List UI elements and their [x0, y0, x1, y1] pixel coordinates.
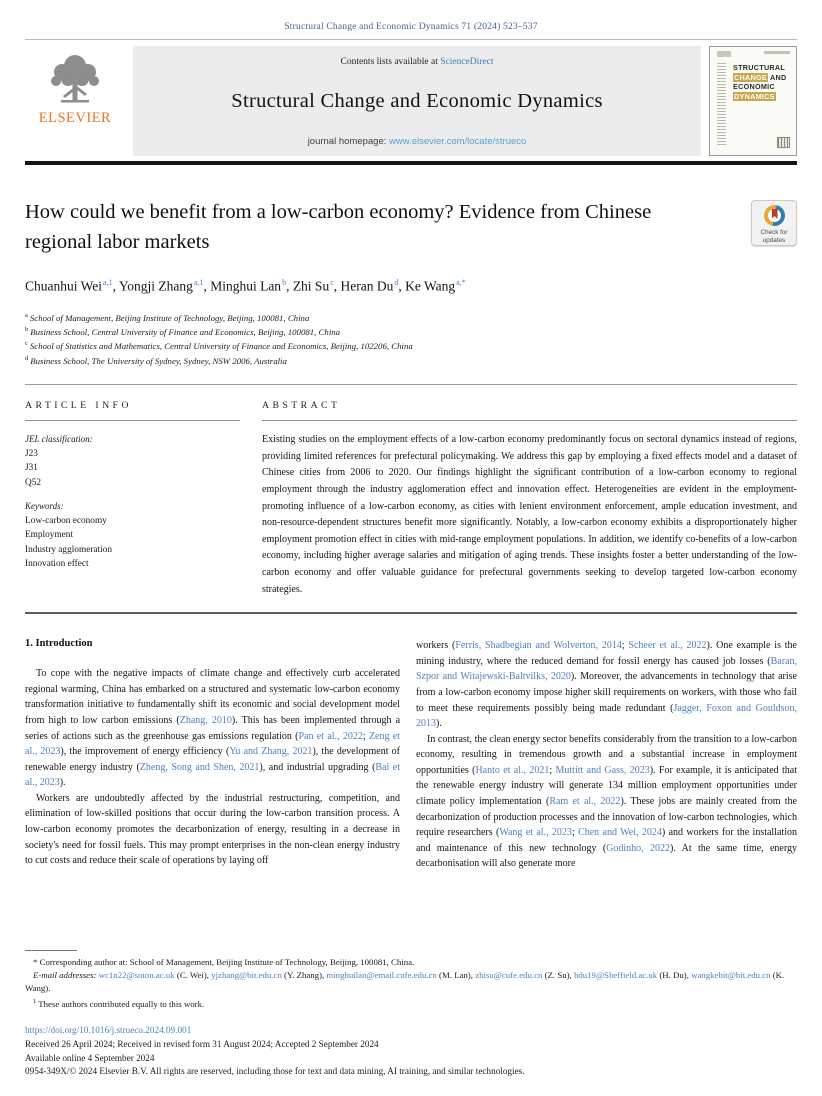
- homepage-line: [143, 136, 691, 147]
- affiliation-letter: d: [25, 354, 29, 362]
- body-paragraph: [25, 666, 400, 791]
- superscript-marker: a,*: [456, 278, 466, 287]
- jel-code: Q52: [25, 477, 42, 488]
- cover-title-highlight: DYNAMICS: [734, 91, 775, 101]
- text-segment: ;: [621, 640, 629, 652]
- divider: [25, 420, 240, 421]
- author-list: [25, 278, 797, 295]
- text-segment: ), the improvement of energy efficiency (: [60, 746, 230, 758]
- cover-title-line: [733, 73, 786, 83]
- citation-link[interactable]: Zhang, 2010: [179, 714, 232, 726]
- keywords-label: Keywords:: [25, 501, 64, 512]
- abstract-text: Existing studies on the employment effects of a low-carbon economy predominantly focus on sectoral dynamics instead of regions, providing limited references for prefectural policymaking. We address this gap by employing a fixed effects model and a dataset of Chinese cities from 2006 to 2020. Our findings highlight the significant contribution of a low-carbon economy to regional employment through the industry agglomeration effect and innovation effect. Heterogeneities are evident in the employment-promoting influence of a low-carbon economy, as cities with lenient environment enforcement, ample education investment, and non-resource-dependent structures benefit more significantly. Notably, a low-carbon economy exhibits a disproportionately higher employment promotion effect in cities with mid-range employment populations. In addition, we identify co-benefits of a low-carbon economy, including higher average salaries and mitigation of aging trends. These insights foster a better understanding of the low-carbon economy and offer valuable guidance for prefectural governments seeking to develop targeted low-carbon economy strategies.: [262, 434, 797, 595]
- keyword-item: Innovation effect: [25, 559, 89, 570]
- corresponding-author-note: [25, 956, 797, 969]
- text-segment: (M. Lan),: [436, 970, 476, 981]
- elsevier-logo[interactable]: [25, 46, 125, 156]
- text-segment: (Z. Su),: [542, 970, 574, 981]
- jel-code-list: [25, 447, 240, 491]
- text-segment: E-mail addresses:: [33, 970, 99, 981]
- email-link[interactable]: zhisu@cufe.edu.cn: [475, 970, 543, 981]
- text-segment: ,: [398, 278, 406, 294]
- text-segment: ), the development of renewable energy industry (: [25, 746, 401, 773]
- equal-contribution-note: [25, 995, 797, 1011]
- check-for-updates-badge[interactable]: [751, 200, 797, 246]
- text-segment: To cope with the negative impacts of climate change and effectively curb accelerated regional warming, China has embarked on a structured and systematic low-carbon economy transformation initiative to fundamentally shift its economic and social development model from high to low carbon emissions (: [25, 668, 400, 726]
- affiliation-list: [25, 310, 797, 368]
- contents-prefix: Contents lists available at: [340, 57, 441, 67]
- journal-cover-thumbnail[interactable]: [709, 46, 797, 156]
- text-segment: ). This has been implemented through a series of actions such as the greenhouse gas emissions regulation (: [25, 714, 401, 742]
- text-segment: Heran Du: [340, 278, 394, 294]
- text-segment: ;: [571, 827, 579, 839]
- email-addresses-note: [25, 969, 797, 995]
- text-segment: ;: [362, 730, 369, 742]
- jel-code: J23: [25, 448, 38, 459]
- text-segment: ,: [333, 278, 341, 294]
- affiliation-letter: c: [25, 340, 28, 348]
- received-dates: Received 26 April 2024; Received in revised form 31 August 2024; Accepted 2 September 2024: [25, 1038, 379, 1049]
- section-heading-introduction: 1. Introduction: [25, 638, 93, 650]
- affiliation-text: School of Statistics and Mathematics, Central University of Finance and Economics, Beijing, 102206, China: [29, 341, 413, 352]
- text-segment: ,: [203, 278, 211, 294]
- issn-copyright-line: 0954-349X/© 2024 Elsevier B.V. All rights are reserved, including those for text and data mining, AI training, and similar technologies.: [25, 1066, 525, 1077]
- banner-center: [133, 46, 701, 156]
- text-segment: Chuanhui Wei: [25, 278, 103, 294]
- text-segment: ). These jobs are mainly created from the decarbonization of production processes and the innovation of low-carbon technologies, which require researchers (: [416, 796, 797, 839]
- citation-link[interactable]: Scheer et al., 2022: [628, 640, 707, 652]
- article-info-heading: ARTICLE INFO: [25, 400, 132, 412]
- citation-link[interactable]: Wang et al., 2023: [499, 827, 572, 839]
- cover-title-line: ECONOMIC: [733, 82, 775, 91]
- superscript-marker: d: [394, 278, 399, 287]
- publication-info: [25, 1024, 797, 1079]
- contents-line: [143, 57, 691, 67]
- abstract-panel: [262, 400, 797, 598]
- keyword-item: Low-carbon economy: [25, 515, 107, 526]
- superscript-marker: 1: [33, 998, 37, 1006]
- cover-title-line: [733, 92, 786, 102]
- cover-decoration: [764, 51, 790, 54]
- superscript-marker: a,1: [193, 278, 204, 287]
- keyword-list: [25, 514, 240, 572]
- left-column: [25, 638, 400, 946]
- divider: [25, 161, 797, 165]
- text-segment: ,: [286, 278, 293, 294]
- check-updates-label: Check for updates: [760, 229, 788, 244]
- body-paragraph: [416, 638, 797, 732]
- cover-decoration: [717, 51, 731, 57]
- homepage-prefix: journal homepage:: [307, 136, 390, 147]
- cover-spine-text: [717, 61, 726, 147]
- superscript-marker: b: [282, 278, 287, 287]
- sciencedirect-link[interactable]: ScienceDirect: [440, 57, 494, 67]
- citation-link[interactable]: Zeng et al., 2023: [25, 730, 401, 758]
- divider: [262, 420, 797, 421]
- elsevier-wordmark: ELSEVIER: [38, 110, 112, 126]
- citation-link[interactable]: Bai et al., 2023: [25, 761, 401, 789]
- text-segment: Minghui Lan: [210, 278, 282, 294]
- text-segment: ;: [549, 764, 556, 776]
- abstract-heading: ABSTRACT: [262, 400, 341, 412]
- keyword-item: Employment: [25, 530, 74, 541]
- text-segment: ), and industrial upgrading (: [259, 761, 376, 773]
- footnote-divider: [25, 950, 77, 951]
- affiliation-row: [25, 353, 797, 367]
- citation-link[interactable]: Ferris, Shadbegian and Wolverton, 2014: [455, 640, 622, 652]
- jel-code: J31: [25, 463, 38, 474]
- text-segment: Zhi Su: [292, 278, 330, 294]
- text-segment: (C. Wei),: [174, 970, 212, 981]
- doi-link[interactable]: https://doi.org/10.1016/j.strueco.2024.09.001: [25, 1025, 192, 1036]
- text-segment: Ke Wang: [405, 278, 456, 294]
- body-paragraph: [416, 732, 797, 872]
- divider: [25, 612, 797, 614]
- citation-link[interactable]: Muttitt and Gass, 2023: [555, 764, 650, 776]
- text-segment: ). One example is the mining industry, where the reduced demand for fossil energy has caused job losses (: [416, 640, 797, 667]
- text-segment: ) and workers for the installation and maintenance of this new technology (: [416, 827, 797, 854]
- cover-title-line: STRUCTURAL: [733, 63, 786, 72]
- text-segment: ).: [59, 777, 66, 789]
- superscript-marker: c: [330, 278, 334, 287]
- divider: [25, 39, 797, 40]
- text-segment: (Y. Zhang),: [281, 970, 327, 981]
- article-title: How could we benefit from a low-carbon economy? Evidence from Chinese regional labor markets: [25, 201, 652, 253]
- cover-barcode: [777, 137, 790, 148]
- affiliation-text: Business School, Central University of Finance and Economics, Beijing, 100081, China: [30, 326, 341, 337]
- footnotes: [25, 950, 797, 1011]
- text-segment: These authors contributed equally to this work.: [36, 999, 205, 1010]
- text-segment: workers (: [416, 640, 456, 652]
- citation-link[interactable]: Ram et al., 2022: [549, 796, 621, 808]
- affiliation-letter: b: [25, 325, 29, 333]
- journal-title: Structural Change and Economic Dynamics: [231, 90, 603, 112]
- text-segment: * Corresponding author at: School of Management, Beijing Institute of Technology, Beijing, 100081, China.: [33, 957, 415, 968]
- text-segment: ).: [436, 718, 442, 730]
- affiliation-row: [25, 338, 797, 352]
- affiliation-text: School of Management, Beijing Institute of Technology, Beijing, 100081, China: [29, 312, 310, 323]
- keyword-item: Industry agglomeration: [25, 544, 113, 555]
- citation-link[interactable]: Chen and Wei, 2024: [578, 827, 662, 839]
- citation-link[interactable]: Yu and Zhang, 2021: [229, 746, 313, 758]
- email-link[interactable]: hdu19@Sheffield.ac.uk: [573, 970, 658, 981]
- journal-banner: [25, 46, 797, 156]
- cover-title-highlight: CHANGE: [734, 72, 767, 82]
- affiliation-row: [25, 310, 797, 324]
- cover-title: [733, 63, 786, 101]
- text-segment: ,: [112, 278, 119, 294]
- elsevier-tree-icon: [43, 48, 107, 112]
- article-info-panel: [25, 400, 240, 598]
- email-link[interactable]: minghuilan@email.cufe.edu.cn: [326, 970, 437, 981]
- text-segment: ). Moreover, the advancements in technology that arise from a low-carbon economy impose higher skill requirements on workers, with those who fail to meet these requirements possibly being made redundant (: [416, 671, 797, 714]
- citation-link[interactable]: Pan et al., 2022: [298, 730, 363, 742]
- cover-title-word: AND: [767, 72, 787, 82]
- journal-homepage-link[interactable]: www.elsevier.com/locate/strueco: [389, 136, 527, 147]
- text-segment: In contrast, the clean energy sector benefits considerably from the transition to a low-carbon economy, resulting in tremendous growth and a substantial increase in employment opportunities (: [416, 733, 797, 776]
- body-columns: [25, 638, 797, 946]
- email-link[interactable]: wangkebit@bit.edu.cn: [691, 970, 771, 981]
- affiliation-letter: a: [25, 311, 28, 319]
- text-segment: (H. Du),: [657, 970, 692, 981]
- journal-citation: Structural Change and Economic Dynamics 71 (2024) 523–537: [284, 22, 538, 32]
- jel-classification-label: JEL classification:: [25, 434, 93, 445]
- text-segment: ). For example, it is anticipated that the renewable energy industry will generate 134 million employment opportunities under climate policy implementation (: [416, 764, 797, 808]
- affiliation-text: Business School, The University of Sydney, Sydney, NSW 2006, Australia: [30, 355, 287, 366]
- citation-link[interactable]: Hanto et al., 2021: [475, 764, 550, 776]
- superscript-marker: a,1: [103, 278, 113, 287]
- text-segment: Yongji Zhang: [118, 278, 193, 294]
- available-online-date: Available online 4 September 2024: [25, 1052, 155, 1063]
- citation-link[interactable]: Godinho, 2022: [606, 842, 671, 854]
- crossmark-icon: [764, 205, 785, 226]
- body-paragraph: [25, 791, 400, 869]
- email-link[interactable]: wc1n22@soton.ac.uk: [98, 970, 175, 981]
- text-segment: (K. Wang).: [25, 970, 785, 994]
- email-link[interactable]: yjzhang@bit.edu.cn: [211, 970, 282, 981]
- citation-link[interactable]: Jagger, Foxon and Gouldson, 2013: [416, 702, 797, 730]
- affiliation-row: [25, 324, 797, 338]
- citation-link[interactable]: Zheng, Song and Shen, 2021: [139, 761, 260, 773]
- text-segment: Workers are undoubtedly affected by the industrial restructuring, competition, and elimination of low-skilled positions that occur during the low-carbon transition process. A low-carbon economy promotes the decarbonization of energy, resulting in a decrease in society's need for fossil fuels. This may prompt enterprises in the non-clean energy industry to cut costs and reduce their scale of operations by laying off: [25, 792, 400, 867]
- citation-link[interactable]: Baran, Szpor and Witajewski-Baltvilks, 2020: [416, 655, 797, 683]
- right-column: [416, 638, 797, 946]
- text-segment: ). At the same time, energy decarbonisation will also generate more: [416, 842, 797, 870]
